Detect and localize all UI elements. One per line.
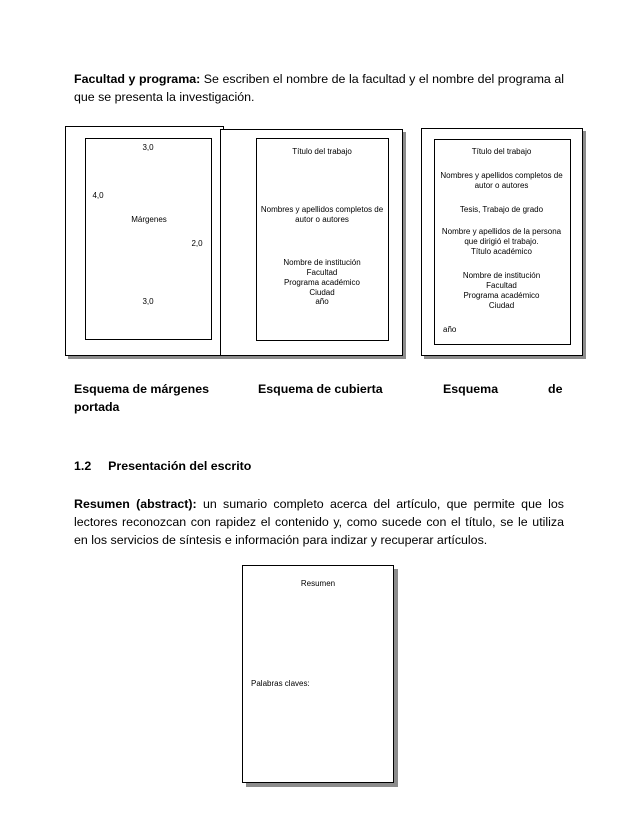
- title-page-program: Programa académico: [463, 291, 540, 300]
- caption-margins-continued: portada: [74, 400, 120, 414]
- cover-year: año: [315, 297, 329, 306]
- title-page-academic-title: Título académico: [471, 247, 532, 256]
- faculty-program-label: Facultad y programa:: [74, 72, 201, 86]
- margin-top-value: 3,0: [142, 143, 154, 152]
- title-page-institution: Nombre de institución: [462, 271, 541, 280]
- title-page-diagram: [421, 128, 583, 356]
- abstract-text: un sumario completo acerca del artículo, que permite que los lectores reconozcan con rapidez el contenido y, como sucede con el título, se le utiliza en los servicios de síntesis e información para indizar y recuperar artículos.: [74, 497, 564, 547]
- margins-label: Márgenes: [131, 215, 167, 224]
- cover-authors: Nombres y apellidos completos de autor o autores: [260, 205, 384, 224]
- cover-program: Programa académico: [283, 278, 361, 287]
- title-page-faculty: Facultad: [486, 281, 517, 290]
- section-heading: [74, 459, 251, 473]
- caption-margins: Esquema de márgenes: [74, 382, 209, 396]
- margin-left-value: 4,0: [92, 191, 104, 200]
- cover-city: Ciudad: [309, 288, 335, 297]
- caption-cover: Esquema de cubierta: [258, 382, 383, 396]
- section-number: 1.2: [74, 459, 92, 473]
- section-title: Presentación del escrito: [108, 459, 252, 473]
- caption-title-page-de: de: [548, 382, 563, 396]
- title-page-city: Ciudad: [488, 301, 515, 310]
- abstract-diagram: [242, 565, 394, 783]
- margin-right-value: 2,0: [191, 239, 203, 248]
- title-page-thesis: Tesis, Trabajo de grado: [459, 205, 544, 214]
- abstract-keywords: Palabras claves:: [251, 679, 310, 688]
- abstract-paragraph: [74, 495, 564, 549]
- title-page-advisor: Nombre y apellidos de la persona que dirigió el trabajo.: [441, 227, 562, 246]
- faculty-program-paragraph: [74, 70, 564, 106]
- cover-inner-page: [256, 138, 389, 341]
- title-page-authors: Nombres y apellidos completos de autor o autores: [440, 171, 563, 190]
- title-page-title: Título del trabajo: [471, 147, 532, 156]
- cover-institution: Nombre de institución: [283, 258, 361, 267]
- abstract-label: Resumen (abstract):: [74, 497, 197, 511]
- margin-bottom-value: 3,0: [142, 297, 154, 306]
- margins-diagram: [65, 126, 224, 356]
- faculty-program-text: Se escriben el nombre de la facultad y el nombre del programa al que se presenta la investigación.: [74, 72, 564, 104]
- title-page-year: año: [443, 325, 457, 334]
- caption-title-page: Esquema: [443, 382, 499, 396]
- cover-diagram: [220, 129, 403, 356]
- abstract-title: Resumen: [300, 579, 336, 588]
- cover-faculty: Facultad: [306, 268, 338, 277]
- cover-title: Título del trabajo: [292, 147, 352, 156]
